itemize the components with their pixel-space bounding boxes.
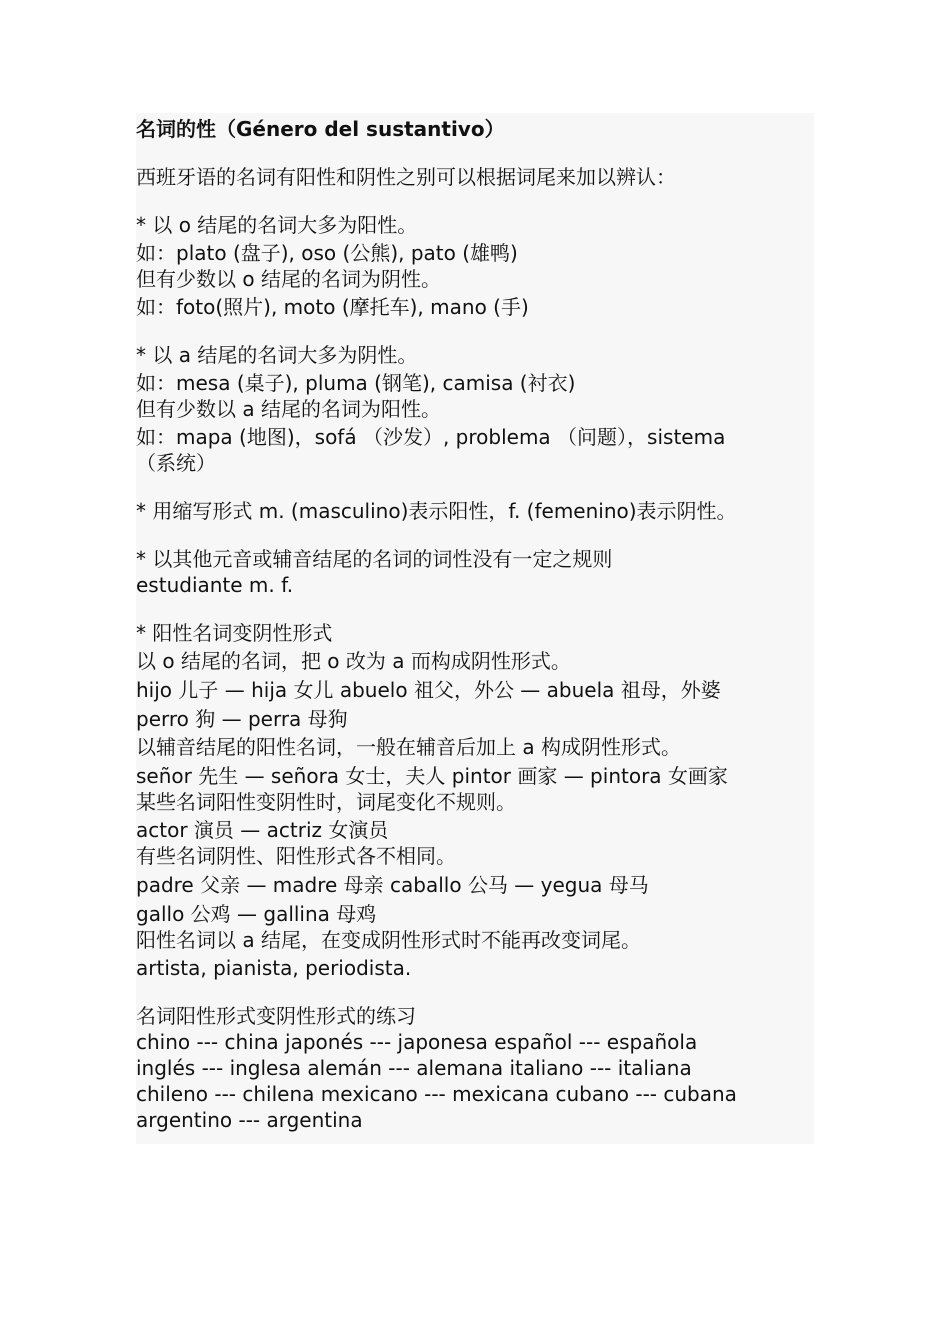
example-text: señor 先生 — señora 女士，夫人 pintor 画家 — pintora 女画家 — [136, 764, 728, 788]
practice-line: chileno --- chilena mexicano --- mexicana cubano --- cubana — [136, 1082, 737, 1106]
example-text: 如：foto(照片), moto (摩托车), mano (手) — [136, 295, 529, 319]
exception-text: 但有少数以 o 结尾的名词为阴性。 — [136, 267, 441, 291]
rule-text: * 以其他元音或辅音结尾的名词的词性没有一定之规则 — [136, 547, 613, 571]
example-text: 如：plato (盘子), oso (公熊), pato (雄鸭) — [136, 241, 518, 265]
rule-text: * 以 a 结尾的名词大多为阴性。 — [136, 343, 418, 367]
example-text: 如：mesa (桌子), pluma (钢笔), camisa (衬衣) — [136, 371, 576, 395]
intro-text: 西班牙语的名词有阳性和阴性之别可以根据词尾来加以辨认： — [136, 165, 676, 189]
rule-text: * 以 o 结尾的名词大多为阳性。 — [136, 213, 418, 237]
rule-text: 有些名词阴性、阳性形式各不相同。 — [136, 844, 456, 868]
example-text: actor 演员 — actriz 女演员 — [136, 818, 389, 842]
section-heading: * 阳性名词变阴性形式 — [136, 621, 333, 645]
practice-heading: 名词阳性形式变阴性形式的练习 — [136, 1004, 416, 1028]
example-text-continued: （系统） — [136, 451, 216, 475]
section-other-ending — [136, 546, 814, 598]
example-text: 如：mapa (地图)，sofá （沙发）, problema （问题），sistema — [136, 425, 726, 449]
example-text: hijo 儿子 — hija 女儿 abuelo 祖父，外公 — abuela 祖母，外婆 — [136, 678, 721, 702]
title-spanish: Género del sustantivo — [236, 117, 485, 141]
practice-line: inglés --- inglesa alemán --- alemana italiano --- italiana — [136, 1056, 692, 1080]
example-text: artista, pianista, periodista. — [136, 956, 412, 980]
example-text: gallo 公鸡 — gallina 母鸡 — [136, 902, 377, 926]
abbreviation-note: * 用缩写形式 m. (masculino)表示阳性，f. (femenino)表示阴性。 — [136, 499, 737, 523]
example-text: padre 父亲 — madre 母亲 caballo 公马 — yegua 母马 — [136, 873, 649, 897]
practice-section — [136, 1003, 814, 1133]
practice-line: argentino --- argentina — [136, 1108, 363, 1132]
practice-line: chino --- china japonés --- japonesa español --- española — [136, 1030, 698, 1054]
section-o-ending — [136, 212, 814, 320]
rule-text: 以 o 结尾的名词，把 o 改为 a 而构成阴性形式。 — [136, 649, 571, 673]
rule-text: 以辅音结尾的阳性名词，一般在辅音后加上 a 构成阴性形式。 — [136, 735, 681, 759]
rule-text: 某些名词阳性变阴性时，词尾变化不规则。 — [136, 790, 516, 814]
section-feminine-forms — [136, 620, 814, 981]
document-body — [136, 113, 814, 1133]
exception-text: 但有少数以 a 结尾的名词为阳性。 — [136, 397, 441, 421]
example-text: perro 狗 — perra 母狗 — [136, 707, 348, 731]
rule-text: 阳性名词以 a 结尾，在变成阴性形式时不能再改变词尾。 — [136, 928, 641, 952]
page-title — [136, 116, 814, 142]
section-a-ending — [136, 342, 814, 476]
example-text: estudiante m. f. — [136, 573, 294, 597]
title-chinese: 名词的性（ — [136, 117, 236, 141]
title-close: ） — [484, 117, 505, 141]
